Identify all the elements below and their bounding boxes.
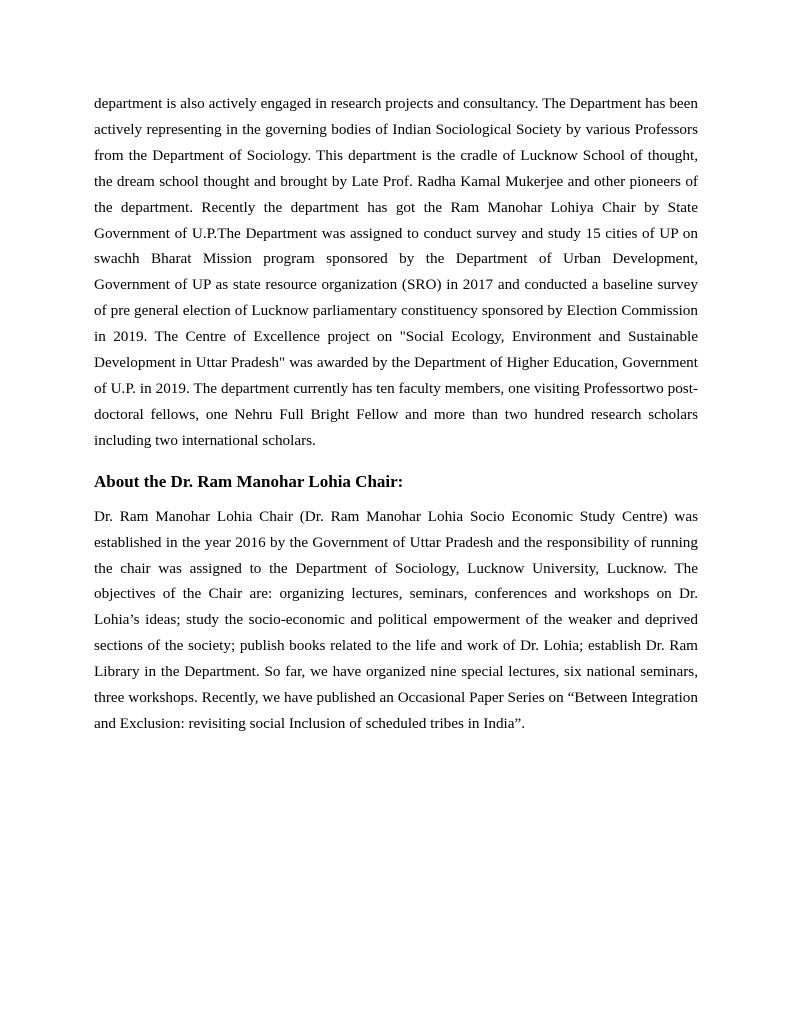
page-content [94, 91, 698, 737]
lohia-chair-paragraph: Dr. Ram Manohar Lohia Chair (Dr. Ram Manohar Lohia Socio Economic Study Centre) was established in the year 2016 by the Government of Uttar Pradesh and the responsibility of running the chair was assigned to the Department of Sociology, Lucknow University, Lucknow. The objectives of the Chair are: organizing lectures, seminars, conferences and workshops on Dr. Lohia’s ideas; study the socio-economic and political empowerment of the weaker and deprived sections of the society; publish books related to the life and work of Dr. Lohia; establish Dr. Ram Library in the Department. So far, we have organized nine special lectures, six national seminars, three workshops. Recently, we have published an Occasional Paper Series on “Between Integration and Exclusion: revisiting social Inclusion of scheduled tribes in India”. [94, 507, 698, 732]
section-heading: About the Dr. Ram Manohar Lohia Chair: [94, 471, 404, 491]
department-paragraph: department is also actively engaged in research projects and consultancy. The Department has been actively representing in the governing bodies of Indian Sociological Society by various Professors from the Department of Sociology. This department is the cradle of Lucknow School of thought, the dream school thought and brought by Late Prof. Radha Kamal Mukerjee and other pioneers of the department. Recently the department has got the Ram Manohar Lohiya Chair by State Government of U.P.The Department was assigned to conduct survey and study 15 cities of UP on swachh Bharat Mission program sponsored by the Department of Urban Development, Government of UP as state resource organization (SRO) in 2017 and conducted a baseline survey of pre general election of Lucknow parliamentary constituency sponsored by Election Commission in 2019. The Centre of Excellence project on "Social Ecology, Environment and Sustainable Development in Uttar Pradesh" was awarded by the Department of Higher Education, Government of U.P. in 2019. The department currently has ten faculty members, one visiting Professortwo post-doctoral fellows, one Nehru Full Bright Fellow and more than two hundred research scholars including two international scholars. [94, 95, 698, 449]
